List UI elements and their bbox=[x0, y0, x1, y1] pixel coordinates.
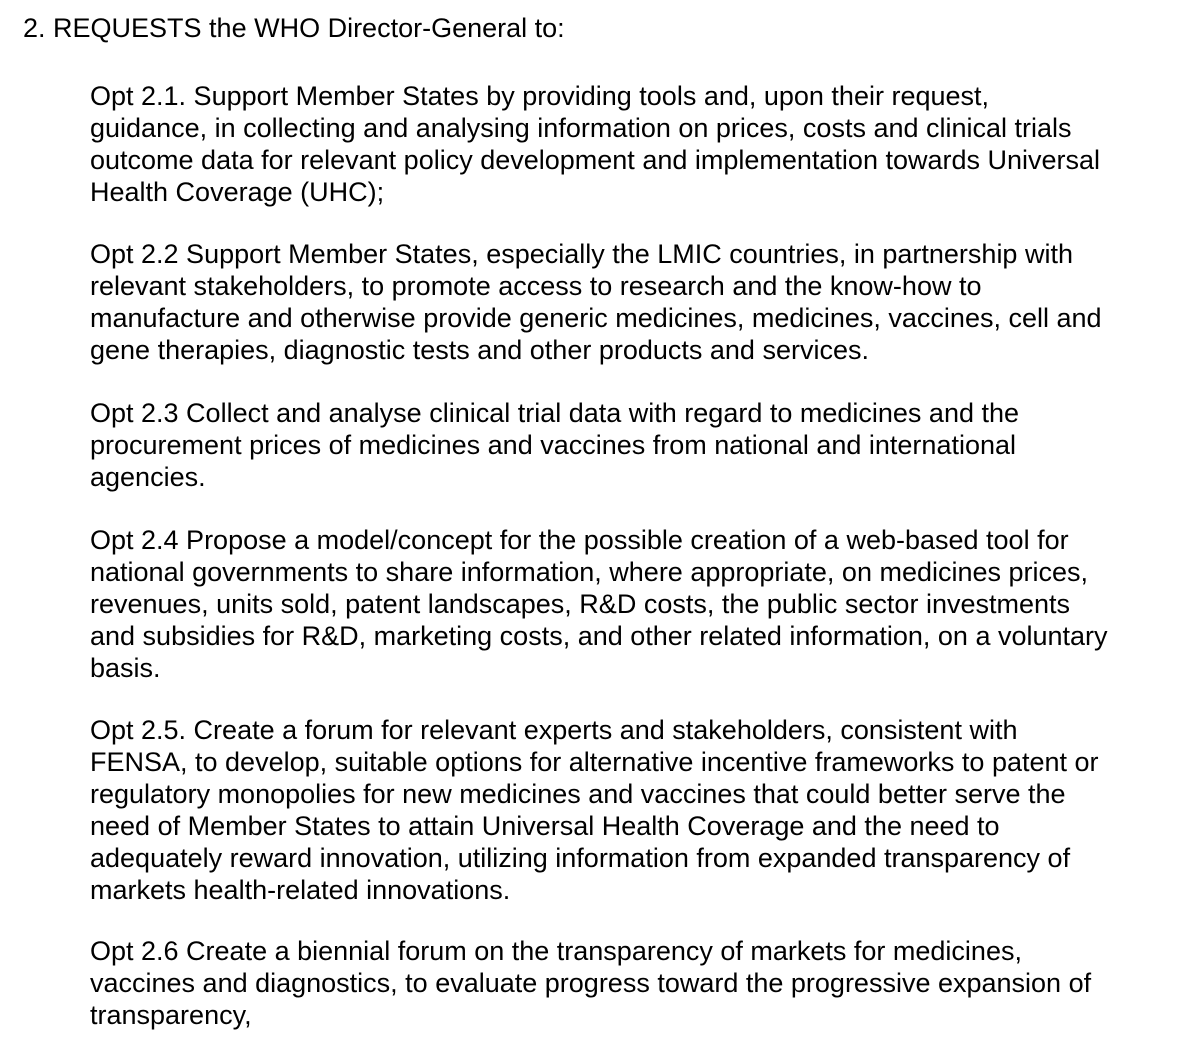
paragraph-line: and subsidies for R&D, marketing costs, and other related information, on a voluntary bbox=[90, 621, 1108, 651]
paragraph-line: agencies. bbox=[90, 462, 206, 492]
paragraph-line: transparency, bbox=[90, 1000, 252, 1030]
paragraph-line: Opt 2.6 Create a biennial forum on the transparency of markets for medicines, bbox=[90, 936, 1022, 966]
paragraph-line: gene therapies, diagnostic tests and other products and services. bbox=[90, 335, 869, 365]
option-2-5-paragraph bbox=[90, 714, 1170, 906]
option-2-4-paragraph bbox=[90, 524, 1170, 684]
paragraph-line: Health Coverage (UHC); bbox=[90, 177, 385, 207]
option-2-6-paragraph bbox=[90, 935, 1170, 1031]
paragraph-line: Opt 2.5. Create a forum for relevant experts and stakeholders, consistent with bbox=[90, 715, 1018, 745]
paragraph-line: relevant stakeholders, to promote access to research and the know-how to bbox=[90, 271, 982, 301]
paragraph-line: FENSA, to develop, suitable options for alternative incentive frameworks to patent or bbox=[90, 747, 1099, 777]
paragraph-line: Opt 2.1. Support Member States by providing tools and, upon their request, bbox=[90, 81, 990, 111]
paragraph-line: adequately reward innovation, utilizing information from expanded transparency of bbox=[90, 843, 1071, 873]
paragraph-line: guidance, in collecting and analysing information on prices, costs and clinical trials bbox=[90, 113, 1072, 143]
paragraph-line: Opt 2.2 Support Member States, especially the LMIC countries, in partnership with bbox=[90, 239, 1073, 269]
option-2-2-paragraph bbox=[90, 238, 1170, 366]
section-heading: 2. REQUESTS the WHO Director-General to: bbox=[23, 13, 565, 43]
paragraph-line: markets health-related innovations. bbox=[90, 875, 511, 905]
paragraph-line: need of Member States to attain Universal Health Coverage and the need to bbox=[90, 811, 1000, 841]
paragraph-line: outcome data for relevant policy development and implementation towards Universal bbox=[90, 145, 1101, 175]
paragraph-line: manufacture and otherwise provide generic medicines, medicines, vaccines, cell and bbox=[90, 303, 1102, 333]
paragraph-line: national governments to share information, where appropriate, on medicines prices, bbox=[90, 557, 1089, 587]
paragraph-line: Opt 2.3 Collect and analyse clinical trial data with regard to medicines and the bbox=[90, 398, 1020, 428]
paragraph-line: revenues, units sold, patent landscapes, R&D costs, the public sector investments bbox=[90, 589, 1071, 619]
paragraph-line: regulatory monopolies for new medicines and vaccines that could better serve the bbox=[90, 779, 1066, 809]
paragraph-line: vaccines and diagnostics, to evaluate progress toward the progressive expansion of bbox=[90, 968, 1092, 998]
paragraph-line: procurement prices of medicines and vaccines from national and international bbox=[90, 430, 1017, 460]
option-2-1-paragraph bbox=[90, 80, 1170, 208]
option-2-3-paragraph bbox=[90, 397, 1170, 493]
paragraph-line: Opt 2.4 Propose a model/concept for the possible creation of a web-based tool for bbox=[90, 525, 1069, 555]
paragraph-line: basis. bbox=[90, 653, 161, 683]
